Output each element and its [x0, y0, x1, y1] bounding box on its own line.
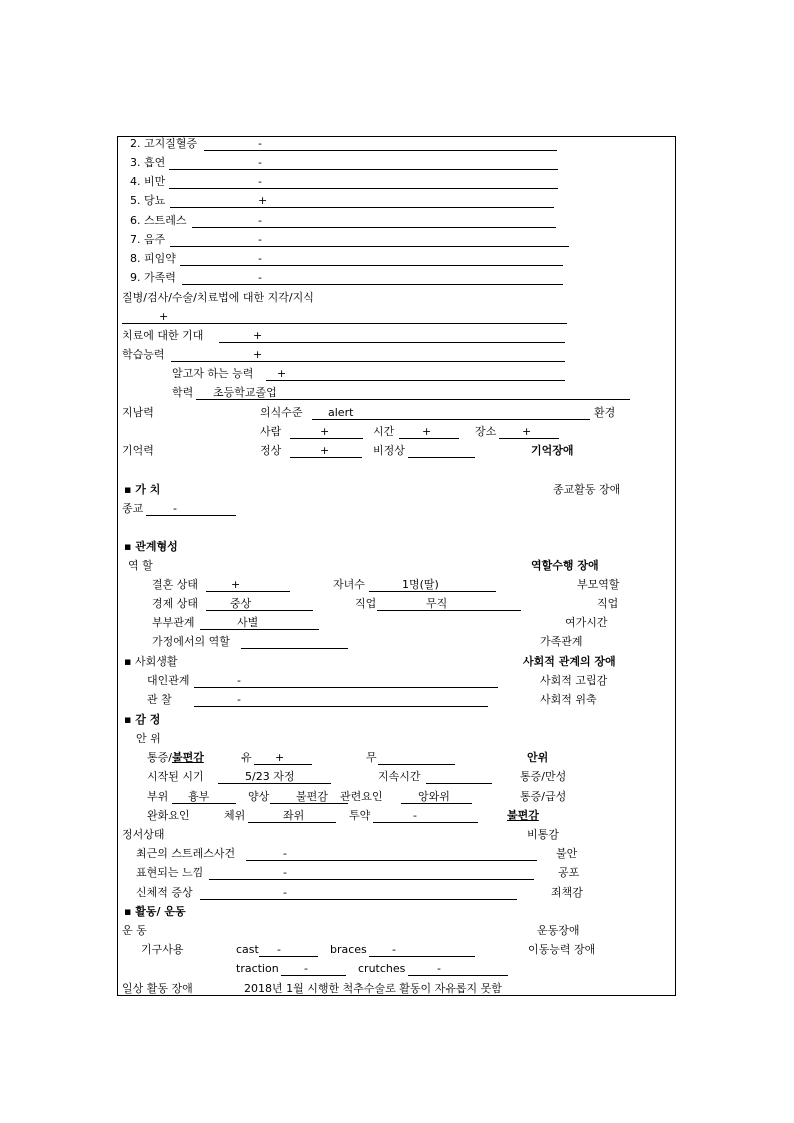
- interpersonal-label: 대인관계: [147, 674, 190, 687]
- social-header: ▪ 사회생활: [124, 655, 178, 668]
- social-disorder: 사회적 관계의 장애: [523, 655, 616, 668]
- device-label: 기구사용: [141, 943, 184, 956]
- consciousness-label: 의식수준: [260, 406, 303, 419]
- traction-label: traction: [236, 962, 279, 975]
- risk-value: -: [258, 214, 262, 227]
- risk-value: -: [258, 175, 262, 188]
- observation-label: 관 찰: [147, 693, 172, 706]
- duration-label: 지속시간: [378, 770, 421, 783]
- knowledge-value: +: [159, 310, 169, 323]
- onset-label: 시작된 시기: [147, 770, 204, 783]
- risk-value: -: [258, 271, 262, 284]
- yes-label: 유: [241, 751, 252, 764]
- risk-label: 7. 음주: [130, 233, 166, 246]
- risk-label: 3. 흡연: [130, 156, 166, 169]
- risk-value: -: [258, 233, 262, 246]
- relations-header: ▪ 관계형성: [124, 540, 178, 553]
- braces-value: -: [392, 943, 396, 956]
- factor-label: 관련요인: [340, 790, 383, 803]
- job-value: 무직: [426, 597, 448, 610]
- risk-label: 4. 비만: [130, 175, 166, 188]
- cast-value: -: [277, 943, 281, 956]
- crutches-value: -: [437, 962, 441, 975]
- marital-label: 결혼 상태: [152, 578, 199, 591]
- religion-disorder: 종교활동 장애: [553, 483, 621, 496]
- physical-symptom-label: 신체적 증상: [136, 886, 193, 899]
- home-role-label: 가정에서의 역할: [152, 635, 230, 648]
- normal-label: 정상: [260, 444, 282, 457]
- braces-label: braces: [330, 943, 367, 956]
- marital-value: +: [231, 578, 241, 591]
- stress-label: 최근의 스트레스사건: [136, 847, 236, 860]
- religion-value: -: [173, 502, 177, 515]
- exercise-disorder: 운동장애: [537, 924, 580, 937]
- mobility-disorder: 이동능력 장애: [528, 943, 596, 956]
- values-header: ▪ 가 치: [124, 483, 161, 496]
- want-know-value: +: [277, 367, 287, 380]
- normal-value: +: [320, 444, 330, 457]
- time-label: 시간: [373, 425, 395, 438]
- couple-label: 부부관계: [152, 616, 195, 629]
- role-label: 역 할: [128, 559, 153, 572]
- cast-label: cast: [236, 943, 259, 956]
- medication-label: 투약: [349, 809, 371, 822]
- onset-value: 5/23 자정: [245, 770, 295, 783]
- activity-header: ▪ 활동/ 운동: [124, 905, 186, 918]
- risk-label: 5. 당뇨: [130, 194, 166, 207]
- risk-label: 6. 스트레스: [130, 214, 187, 227]
- pain-label: 통증/불편감: [147, 751, 204, 764]
- grief: 비통감: [527, 828, 559, 841]
- physical-symptom-value: -: [283, 886, 287, 899]
- interpersonal-value: -: [237, 674, 241, 687]
- expectation-label: 치료에 대한 기대: [122, 329, 204, 342]
- children-label: 자녀수: [333, 578, 365, 591]
- knowledge-title: 질병/검사/수술/치료법에 대한 지각/지식: [122, 291, 314, 304]
- daily-activity-value: 2018년 1월 시행한 척추수술로 활동이 자유롭지 못함: [244, 982, 502, 995]
- economic-label: 경제 상태: [152, 597, 199, 610]
- fear: 공포: [558, 866, 580, 879]
- learning-value: +: [253, 348, 263, 361]
- factor-value: 앙와위: [418, 790, 450, 803]
- social-withdrawal: 사회적 위축: [540, 693, 597, 706]
- feeling-label: 표현되는 느낌: [136, 866, 204, 879]
- no-label: 무: [366, 751, 377, 764]
- parent-role: 부모역할: [577, 578, 620, 591]
- feeling-value: -: [283, 866, 287, 879]
- education-value: 초등학교졸업: [213, 386, 277, 399]
- discomfort: 불편감: [507, 809, 539, 822]
- crutches-label: crutches: [358, 962, 406, 975]
- yes-value: +: [275, 751, 285, 764]
- social-isolation: 사회적 고립감: [540, 674, 608, 687]
- position-value: 좌위: [283, 809, 305, 822]
- environment-label: 환경: [594, 406, 616, 419]
- site-value: 흉부: [188, 790, 210, 803]
- religion-label: 종교: [122, 502, 144, 515]
- education-label: 학력: [172, 386, 194, 399]
- mood-label: 정서상태: [122, 828, 165, 841]
- stress-value: -: [283, 847, 287, 860]
- couple-value: 사별: [237, 616, 259, 629]
- want-know-label: 알고자 하는 능력: [172, 367, 254, 380]
- emotion-header: ▪ 감 정: [124, 713, 161, 726]
- aspect-label: 양상: [248, 790, 270, 803]
- place-label: 장소: [475, 425, 497, 438]
- risk-label: 2. 고지질혈증: [130, 137, 198, 150]
- children-value: 1명(딸): [402, 578, 439, 591]
- anxiety: 불안: [556, 847, 578, 860]
- traction-value: -: [304, 962, 308, 975]
- exercise-label: 운 동: [122, 924, 147, 937]
- job-label: 직업: [355, 597, 377, 610]
- daily-activity-label: 일상 활동 장애: [122, 982, 193, 995]
- guilt: 죄책감: [551, 886, 583, 899]
- abnormal-label: 비정상: [373, 444, 405, 457]
- acute-pain: 통증/급성: [520, 790, 567, 803]
- time-value: +: [422, 425, 432, 438]
- consciousness-value: alert: [328, 406, 354, 419]
- risk-value: -: [258, 252, 262, 265]
- risk-label: 9. 가족력: [130, 271, 176, 284]
- chronic-pain: 통증/만성: [520, 770, 567, 783]
- site-label: 부위: [147, 790, 169, 803]
- position-label: 체위: [224, 809, 246, 822]
- comfort-label: 안 위: [136, 732, 161, 745]
- family-relation: 가족관계: [540, 635, 583, 648]
- relief-label: 완화요인: [147, 809, 190, 822]
- economic-value: 중상: [230, 597, 252, 610]
- observation-value: -: [237, 693, 241, 706]
- risk-label: 8. 피임약: [130, 252, 176, 265]
- orientation-label: 지남력: [122, 406, 154, 419]
- discomfort-label: 불편감: [171, 751, 204, 764]
- job-right: 직업: [597, 597, 619, 610]
- person-label: 사람: [260, 425, 282, 438]
- expectation-value: +: [253, 329, 263, 342]
- learning-label: 학습능력: [122, 348, 165, 361]
- medication-value: -: [413, 809, 417, 822]
- place-value: +: [522, 425, 532, 438]
- memory-label: 기억력: [122, 444, 154, 457]
- risk-value: -: [258, 156, 262, 169]
- memory-disorder: 기억장애: [531, 444, 574, 457]
- person-value: +: [320, 425, 330, 438]
- comfort-right: 안위: [527, 751, 549, 764]
- risk-value: -: [258, 137, 262, 150]
- aspect-value: 불편감: [296, 790, 328, 803]
- role-disorder: 역할수행 장애: [531, 559, 599, 572]
- leisure: 여가시간: [565, 616, 608, 629]
- risk-value: +: [258, 194, 268, 207]
